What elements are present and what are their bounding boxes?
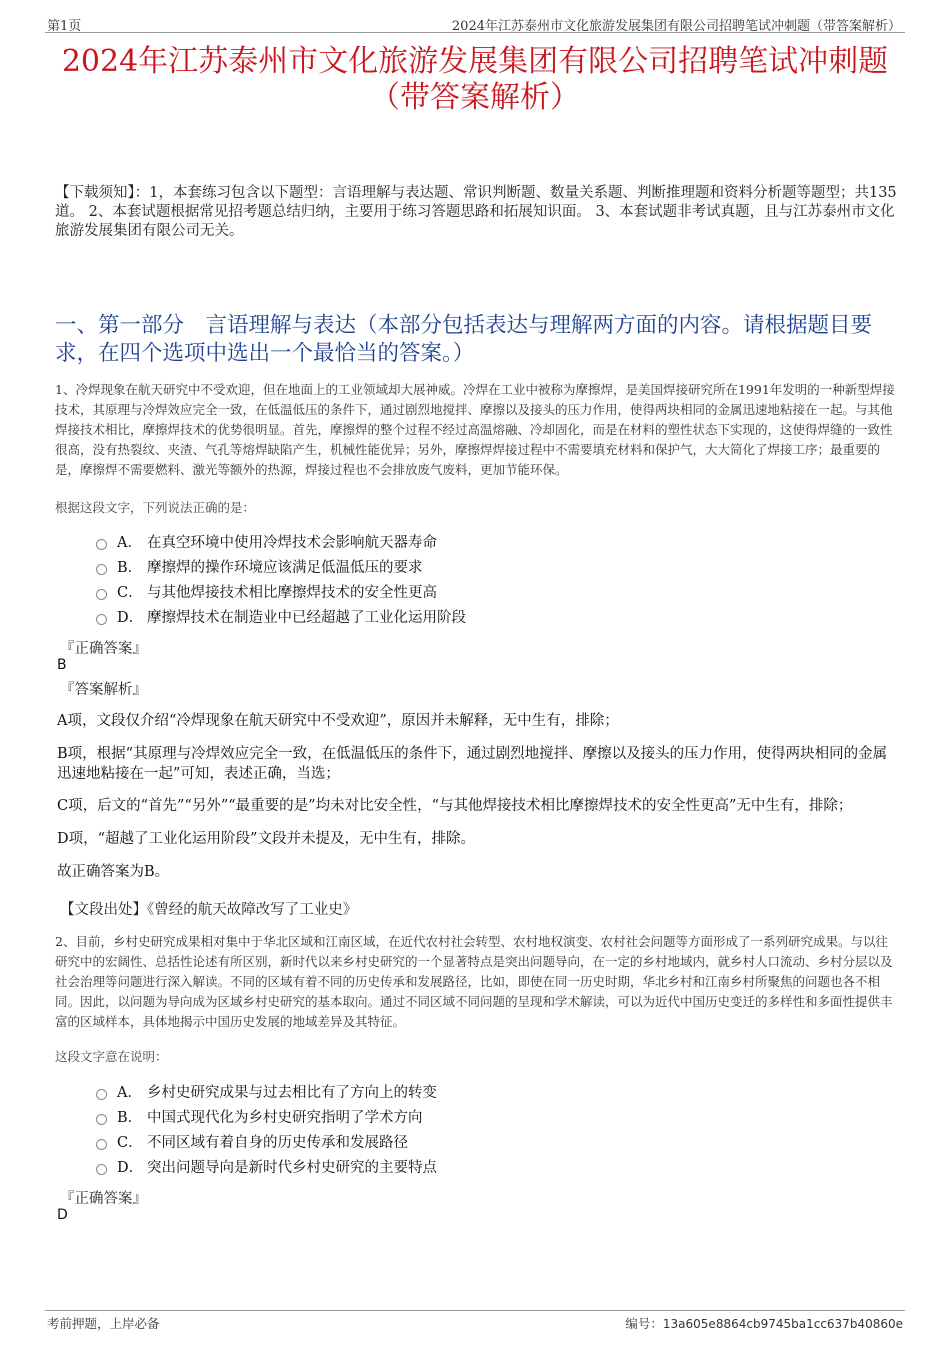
option-text: 与其他焊接技术相比摩擦焊技术的安全性更高 (147, 585, 437, 601)
footer-code-value: 13a605e8864cb9745ba1cc637b40860e (662, 1317, 903, 1331)
section-title: 一、第一部分 言语理解与表达（本部分包括表达与理解两方面的内容。请根据题目要求，在四个选项中选出一个最恰当的答案。） (55, 313, 873, 366)
option-letter: B． (117, 1110, 143, 1126)
question-1-answer: B (57, 657, 67, 673)
option-letter: A． (117, 535, 142, 551)
document-title (40, 44, 910, 116)
question-1-options (96, 529, 466, 629)
question-1-option-c[interactable] (96, 579, 466, 604)
radio-icon[interactable] (96, 564, 107, 575)
question-2-option-b[interactable] (96, 1104, 437, 1129)
analysis-b: B项，根据“其原理与冷焊效应完全一致，在低温低压的条件下，通过剧烈地搅拌、摩擦以及接头的压力作用，使得两块相同的金属迅速地粘接在一起”可知，表述正确，当选； (57, 746, 888, 782)
title-line-2: （带答案解析） (370, 80, 580, 115)
question-1-source: 【文段出处】《曾经的航天故障改写了工业史》 (60, 902, 358, 918)
radio-icon[interactable] (96, 1114, 107, 1125)
page-header (45, 14, 905, 33)
footer-slogan: 考前押题，上岸必备 (47, 1316, 160, 1331)
option-text: 中国式现代化为乡村史研究指明了学术方向 (147, 1110, 423, 1126)
option-text: 摩擦焊技术在制造业中已经超越了工业化运用阶段 (147, 610, 466, 626)
option-text: 乡村史研究成果与过去相比有了方向上的转变 (147, 1085, 437, 1101)
option-text: 在真空环境中使用冷焊技术会影响航天器寿命 (147, 535, 437, 551)
page-number: 第1页 (47, 19, 82, 34)
option-text: 不同区域有着自身的历史传承和发展路径 (147, 1135, 408, 1151)
option-letter: A． (117, 1085, 142, 1101)
page-footer (45, 1310, 905, 1331)
question-1-answer-label: 『正确答案』 (60, 641, 147, 657)
option-letter: B． (117, 560, 143, 576)
radio-icon[interactable] (96, 539, 107, 550)
question-2-prompt: 这段文字意在说明： (55, 1049, 168, 1064)
option-letter: C． (117, 1135, 143, 1151)
question-1-option-b[interactable] (96, 554, 466, 579)
question-2-text: 2、目前，乡村史研究成果相对集中于华北区域和江南区域，在近代农村社会转型、农村地权演变、农村社会问题等方面形成了一系列研究成果。与以往研究中的宏阔性、总括性论述有所区别，新时代以来乡村史研究的一个显著特点是突出问题导向，在一定的乡村地域内，就乡村人口流动、乡村分层以及社会治理等问题进行深入解读。不同的区域有着不同的历史传承和发展路径，比如，即使在同一历史时期，华北乡村和江南乡村所聚焦的问题也各不相同。因此，以问题为导向成为区域乡村史研究的基本取向。通过不同区域不同问题的呈现和学术解读，可以为近代中国历史变迁的多样性和多面性提供丰富的区域样本，具体地揭示中国历史发展的地域差异及其特征。 (55, 934, 893, 1029)
option-letter: D． (117, 1160, 144, 1176)
analysis-c: C项，后文的“首先”“另外”“最重要的是”均未对比安全性，“与其他焊接技术相比摩擦焊技术的安全性更高”无中生有，排除； (57, 798, 853, 814)
question-2-option-c[interactable] (96, 1129, 437, 1154)
analysis-conclusion: 故正确答案为B。 (57, 864, 170, 880)
analysis-d: D项，“超越了工业化运用阶段”文段并未提及，无中生有，排除。 (57, 831, 475, 847)
radio-icon[interactable] (96, 1164, 107, 1175)
option-letter: C． (117, 585, 143, 601)
radio-icon[interactable] (96, 589, 107, 600)
option-text: 突出问题导向是新时代乡村史研究的主要特点 (147, 1160, 437, 1176)
title-line-1: 2024年江苏泰州市文化旅游发展集团有限公司招聘笔试冲刺题 (61, 44, 889, 79)
question-1-option-d[interactable] (96, 604, 466, 629)
question-1-text: 1、冷焊现象在航天研究中不受欢迎，但在地面上的工业领域却大展神威。冷焊在工业中被称为摩擦焊，是美国焊接研究所在1991年发明的一种新型焊接技术，其原理与冷焊效应完全一致，在低温低压的条件下，通过剧烈地搅拌、摩擦以及接头的压力作用，使得两块相同的金属迅速地粘接在一起。与其他焊接技术相比，摩擦焊技术的优势很明显。首先，摩擦焊的整个过程不经过高温熔融、冷却固化，而是在材料的塑性状态下实现的，这使得焊缝的一致性很高，没有热裂纹、夹渣、气孔等熔焊缺陷产生，机械性能优异；另外，摩擦焊焊接过程中不需要填充材料和保护气，大大简化了焊接工序；最重要的是，摩擦焊不需要燃料、激光等额外的热源，焊接过程也不会排放废气废料，更加节能环保。 (55, 382, 895, 477)
footer-code (625, 1314, 903, 1332)
question-1-analysis-label: 『答案解析』 (60, 682, 147, 698)
radio-icon[interactable] (96, 614, 107, 625)
question-1-prompt: 根据这段文字，下列说法正确的是： (55, 500, 256, 515)
question-2-option-a[interactable] (96, 1079, 437, 1104)
option-letter: D． (117, 610, 144, 626)
footer-code-label: 编号： (625, 1316, 663, 1331)
question-2-options (96, 1079, 437, 1179)
analysis-a: A项，文段仅介绍“冷焊现象在航天研究中不受欢迎”，原因并未解释，无中生有，排除； (57, 713, 619, 729)
radio-icon[interactable] (96, 1139, 107, 1150)
header-doc-title: 2024年江苏泰州市文化旅游发展集团有限公司招聘笔试冲刺题（带答案解析） (451, 19, 901, 34)
radio-icon[interactable] (96, 1089, 107, 1100)
question-2-answer-label: 『正确答案』 (60, 1191, 147, 1207)
option-text: 摩擦焊的操作环境应该满足低温低压的要求 (147, 560, 423, 576)
question-1-option-a[interactable] (96, 529, 466, 554)
download-notice: 【下载须知】：1，本套练习包含以下题型：言语理解与表达题、常识判断题、数量关系题、判断推理题和资料分析题等题型；共135道。 2、本套试题根据常见招考题总结归纳，主要用于练习答题思路和拓展知识面。 3、本套试题非考试真题，且与江苏泰州市文化旅游发展集团有限公司无关。 (55, 185, 897, 239)
question-2-answer: D (57, 1207, 68, 1223)
question-2-option-d[interactable] (96, 1154, 437, 1179)
